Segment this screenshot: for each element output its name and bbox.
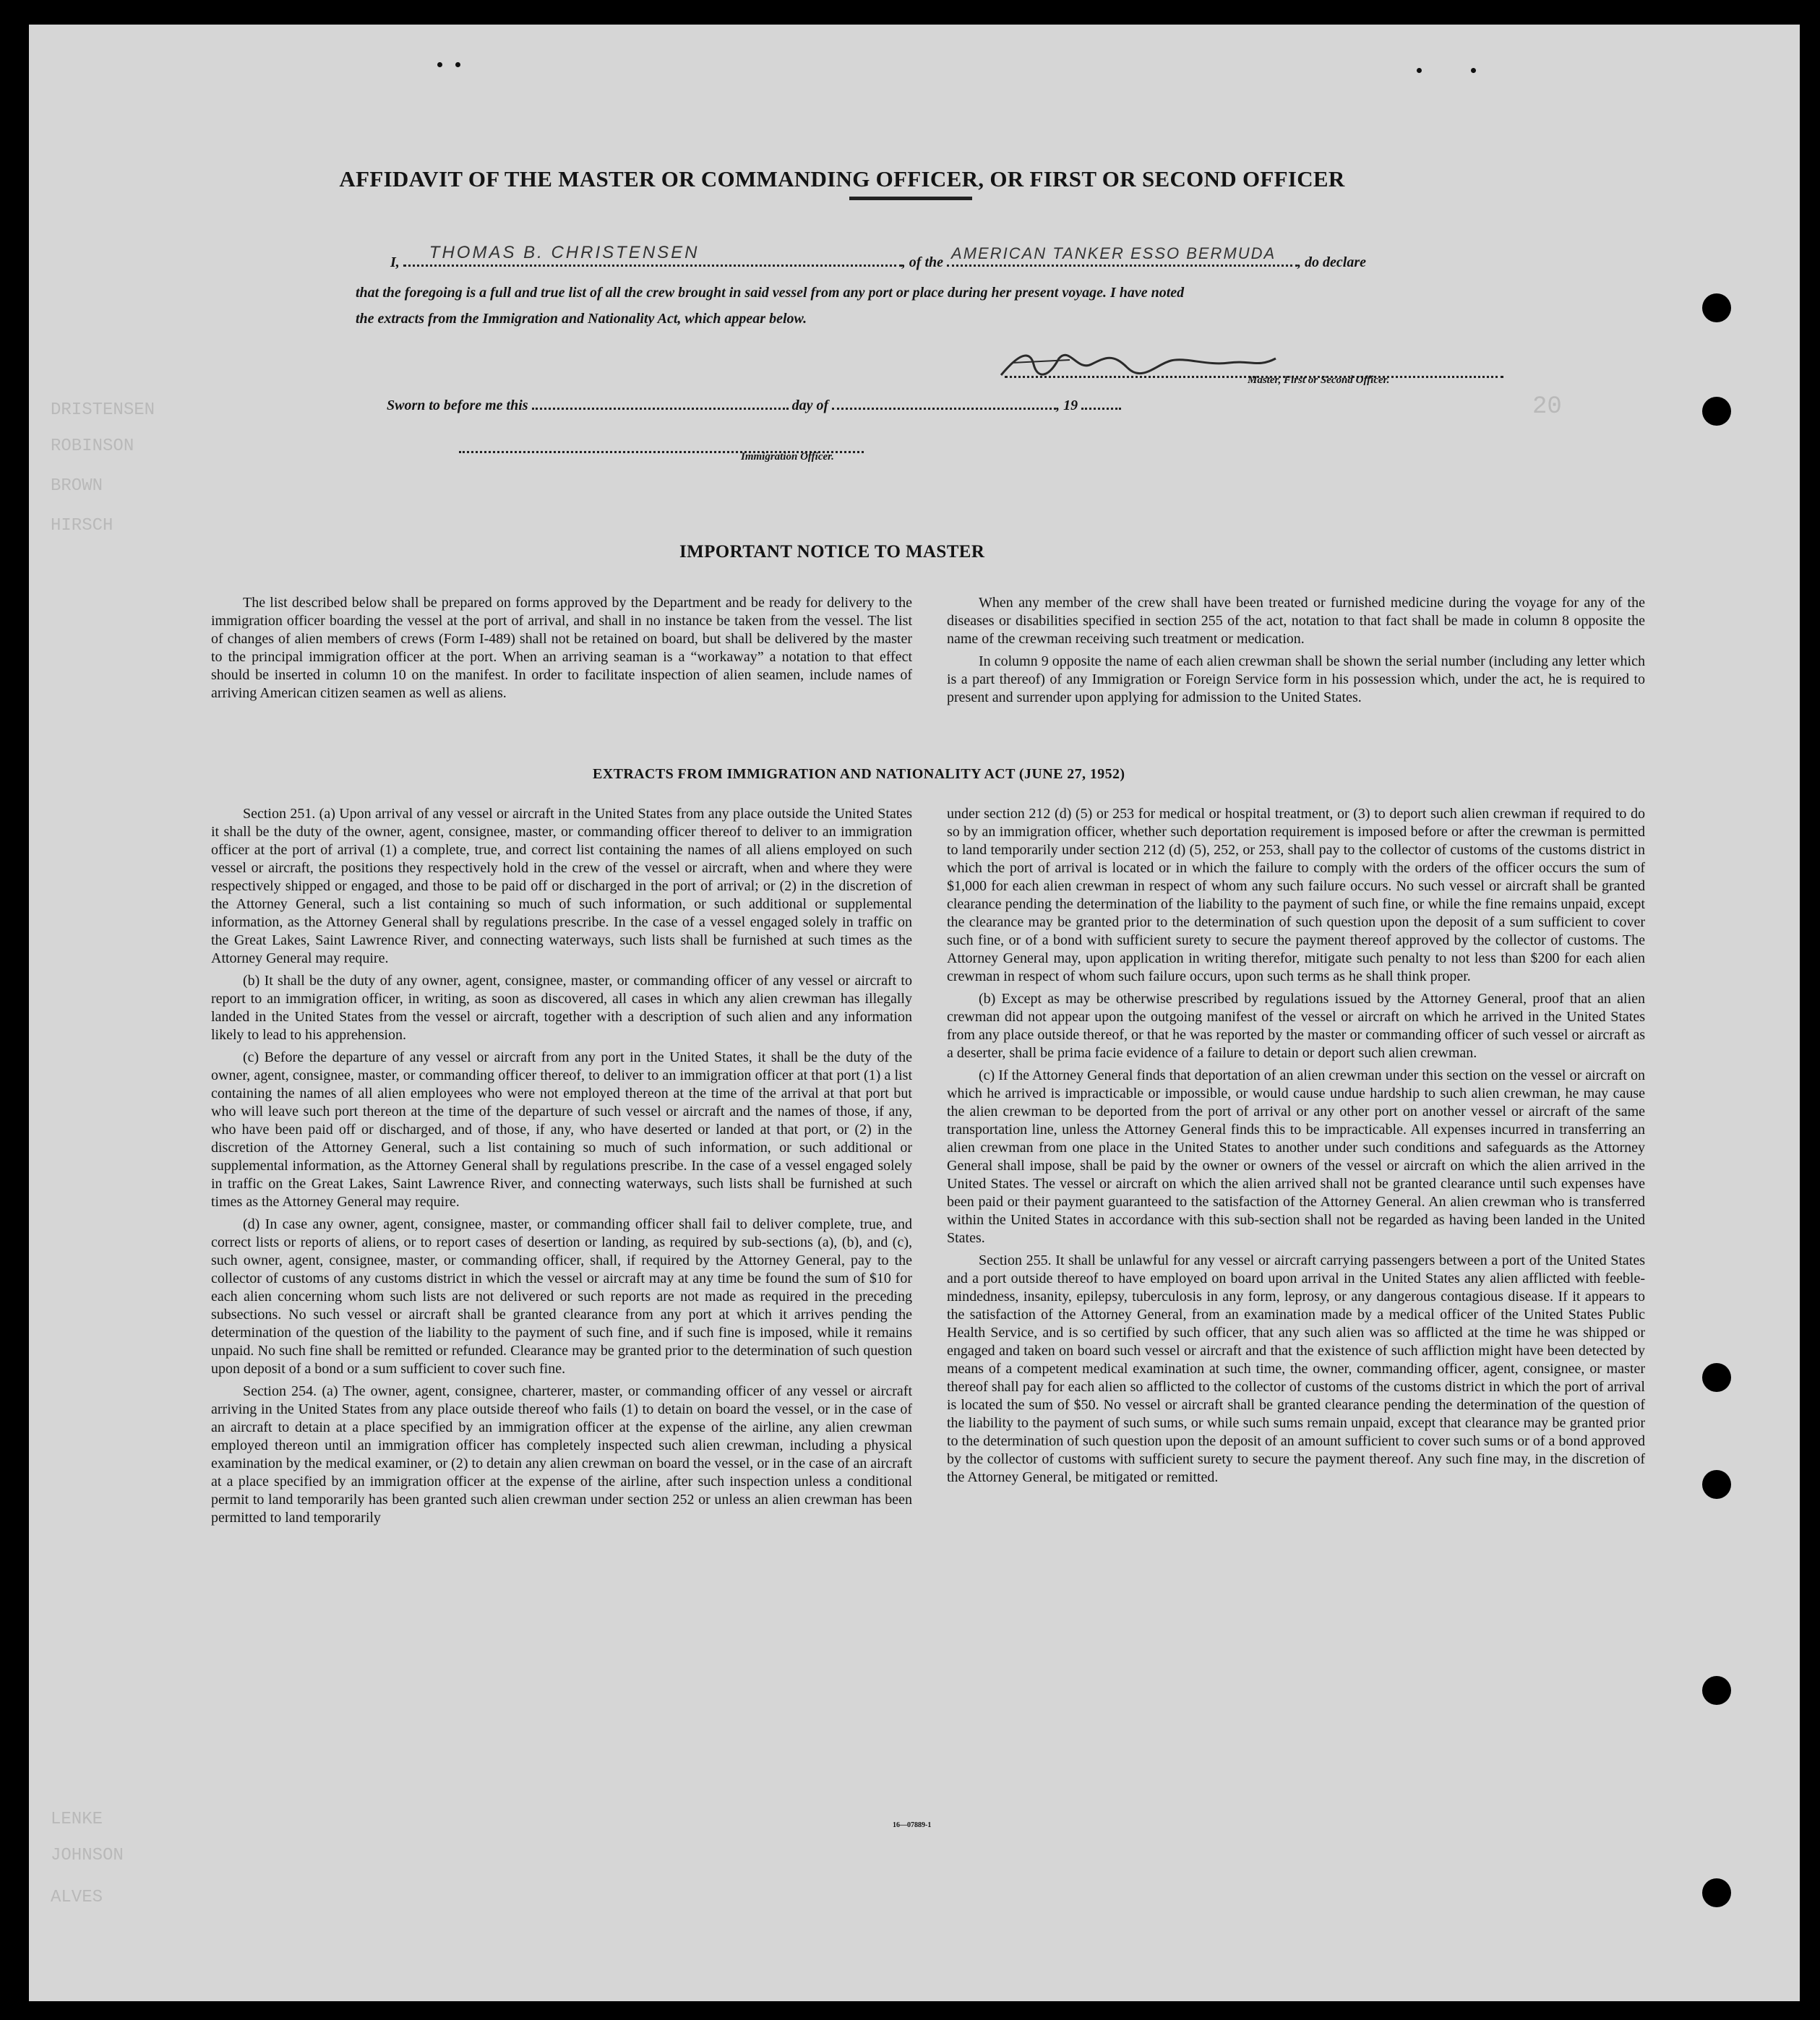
declare-prefix: I, (390, 254, 400, 270)
bleed-through-text: ROBINSON (51, 437, 134, 456)
bleed-through-text: 20 (1532, 393, 1562, 421)
punch-hole (1702, 1676, 1731, 1705)
extracts-right-column (947, 805, 1645, 1491)
punch-hole (1702, 1878, 1731, 1907)
bleed-through-text: DRISTENSEN (51, 400, 155, 420)
vessel-name-handwritten: AMERICAN TANKER ESSO BERMUDA (951, 244, 1276, 262)
extract-paragraph: (c) If the Attorney General finds that deportation of an alien crewman under this section on the vessel or aircraft on which he arrived is impracticable or impossible, or would cause undue hardship to such alien crewman, he may cause the alien crewman to be deported from the port of arrival or any other port on another vessel or aircraft of the same transportation line, unless the Attorney General finds this to be impracticable. All expenses incurred in transferring an alien crewman from one place in the United States to another under such conditions and safeguards as the Attorney General shall impose, shall be paid by the owner or owners of the vessel or aircraft on which the alien arrived in the United States. The vessel or aircraft on which the alien arrived shall not be granted clearance until such expenses have been paid or their payment guaranteed to the satisfaction of the Attorney General. An alien crewman who is transferred within the United States in accordance with this sub-section shall not be regarded as having been landed in the United States. (947, 1067, 1645, 1246)
sworn-line (387, 397, 1121, 414)
scan-speck (437, 62, 442, 67)
bleed-through-text: LENKE (51, 1810, 103, 1829)
signature-caption: Master, First or Second Officer. (1248, 374, 1390, 386)
punch-hole (1702, 293, 1731, 322)
declaration-text-1: that the foregoing is a full and true list of all the crew brought in said vessel from any port or place during her present voyage. I have noted (356, 285, 1185, 301)
bleed-through-text: HIRSCH (51, 516, 113, 536)
notice-right-column (947, 594, 1645, 711)
extracts-left-column (211, 805, 912, 1531)
scan-speck (455, 62, 460, 67)
sworn-month-field (832, 408, 1056, 410)
officer-caption: Immigration Officer. (741, 451, 834, 463)
extract-paragraph: (c) Before the departure of any vessel or aircraft from any port in the United States, it shall be the duty of the owner, agent, consignee, master, or commanding officer thereof, to deliver to an immigration officer at that port (1) a list containing the names of all alien employees who were not employed thereon at the time of the arrival at that port but who will leave such port thereon at the time of the departure of such vessel or aircraft and the names of those, if any, who have been paid off or discharged, and of those, if any, who have deserted or landed at that port, or (2) in the discretion of the Attorney General, such a list containing so much of such information, or such additional or supplemental information, as the Attorney General shall by regulations prescribe. In the case of a vessel engaged solely in traffic on the Great Lakes, Saint Lawrence River, and connecting waterways, such lists shall be furnished at such times as the Attorney General may require. (211, 1049, 912, 1210)
extract-paragraph: (d) In case any owner, agent, consignee, master, or commanding officer shall fail to deliver complete, true, and correct lists or reports of aliens, or to report cases of desertion or landing, as required by sub-sections (a), (b), and (c), such owner, agent, consignee, master, or commanding officer, shall, if required by the Attorney General, pay to the collector of customs of any customs district in which the vessel or aircraft may at any time be found the sum of $10 for each alien concerning whom such lists are not delivered or such reports are not made as required in the preceding subsections. No such vessel or aircraft shall be granted clearance from any port at which it arrives pending the determination of the question of the liability to the payment of such fine, and if such fine is imposed, while it remains unpaid. No such fine shall be remitted or refunded. Clearance may be granted prior to the determination of such question upon deposit of a bond or a sum sufficient to cover such fine. (211, 1216, 912, 1377)
extract-paragraph: (b) Except as may be otherwise prescribed by regulations issued by the Attorney General, proof that an alien crewman did not appear upon the outgoing manifest of the vessel or aircraft on which he arrived in the United States from any place outside thereof, or that he was reported by the master or commanding officer of such vessel or aircraft as a deserter, shall be prima facie evidence of a failure to detain or deport such alien crewman. (947, 991, 1645, 1061)
notice-left-paragraph: The list described below shall be prepared on forms approved by the Department and be ready for delivery to the immigration officer boarding the vessel at the port of arrival, and shall in no instance be taken from the vessel. The list of changes of alien members of crews (Form I-489) shall not be retained on board, but shall be delivered by the master to the principal immigration officer at the port. When an arriving seaman is a “workaway” a notation to that effect should be inserted in column 10 on the manifest. In order to facilitate inspection of alien seamen, include names of arriving American citizen seamen as well as aliens. (211, 595, 912, 701)
punch-hole (1702, 1363, 1731, 1392)
extract-paragraph: (b) It shall be the duty of any owner, agent, consignee, master, or commanding officer of any vessel or aircraft to report to an immigration officer, in writing, as soon as discovered, all cases in which any alien crewman has illegally landed in the United States from the vessel or aircraft, together with a description of such alien and any information likely to lead to his apprehension. (211, 973, 912, 1043)
declaration-line (390, 243, 1366, 271)
extract-paragraph: Section 254. (a) The owner, agent, consignee, charterer, master, or commanding officer of any vessel or aircraft arriving in the United States from any place outside thereof who fails (1) to detain on board the vessel, or in the case of an aircraft to detain at a place specified by an immigration officer at the expense of the airline, any alien crewman employed thereon until an immigration officer has completely inspected such alien crewman, including a physical examination by the medical examiner, or (2) to detain any alien crewman on board the vessel, or in the case of an aircraft at a place specified by an immigration officer at the expense of the airline, after such inspection unless a conditional permit to land temporarily has been granted such alien crewman under section 252 or unless an alien crewman has been permitted to land temporarily (211, 1383, 912, 1526)
punch-hole (1702, 1470, 1731, 1499)
notice-right-paragraph-1: When any member of the crew shall have been treated or furnished medicine during the voyage for any of the diseases or disabilities specified in section 255 of the act, notation to that fact shall be made in column 8 opposite the name of the crewman receiving such treatment or medication. (947, 595, 1645, 647)
bleed-through-text: BROWN (51, 476, 103, 496)
sworn-year-field (1081, 408, 1121, 410)
scan-speck (1417, 68, 1422, 73)
bleed-through-text: JOHNSON (51, 1846, 124, 1865)
affidavit-title: AFFIDAVIT OF THE MASTER OR COMMANDING OFFICER, OR FIRST OR SECOND OFFICER (339, 166, 1345, 192)
scan-speck (1471, 68, 1476, 73)
extract-paragraph: Section 255. It shall be unlawful for any vessel or aircraft carrying passengers between a port of the United States and a port outside thereof to have employed on board upon arrival in the United States any alien afflicted with feeble-mindedness, insanity, epilepsy, tuberculosis in any form, leprosy, or any dangerous contagious disease. If it appears to the satisfaction of the Attorney General, from an examination made by a medical officer of the United States Public Health Service, and is so certified by such officer, that any such alien was so afflicted at the time he was shipped or engaged and taken on board such vessel or aircraft and that the existence of such affliction might have been detected by means of a competent medical examination at such time, the owner, commanding officer, agent, consignee, or master thereof shall pay for each alien so afflicted to the collector of customs of the customs district in which the port of arrival is located the sum of $50. No vessel or aircraft shall be granted clearance pending the determination of the question of the liability to the payment of such sums, or while such sums remain unpaid, except that clearance may be granted prior to the determination of such question upon the deposit of an amount sufficient to cover such sums or of a bond approved by the collector of customs with sufficient surety to secure the payment thereof. Any such fine may, in the discretion of the Attorney General, be mitigated or remitted. (947, 1252, 1645, 1485)
year-prefix: , 19 (1056, 397, 1078, 413)
document-page (29, 25, 1800, 2001)
extract-paragraph: under section 212 (d) (5) or 253 for medical or hospital treatment, or (3) to deport such alien crewman if required to do so by an immigration officer, whether such deportation requirement is imposed before or after the crewman is permitted to land temporarily under section 212 (d) (5), 252, or 253, shall pay to the collector of customs of the customs district in which the port of arrival is located or in which the failure to comply with the orders of the officer occurs the sum of $1,000 for each alien crewman in respect of whom any such failure occurs. No such vessel or aircraft shall be granted clearance pending the determination of the liability to the payment of such fine, or while the fine remains unpaid, except the clearance may be granted prior to the determination of such question upon the deposit of a sum sufficient to cover such fine, or of a bond with sufficient surety to secure the payment thereof approved by the collector of customs. The Attorney General may, upon application in writing therefor, mitigate such penalty to not less than $200 for each alien crewman in respect of whom such failure occurs, upon such terms as he shall think proper. (947, 806, 1645, 984)
notice-left-column (211, 594, 912, 707)
declaration-text-2: the extracts from the Immigration and Nationality Act, which appear below. (356, 311, 807, 327)
title-underline (849, 197, 972, 200)
extracts-title: EXTRACTS FROM IMMIGRATION AND NATIONALITY ACT (JUNE 27, 1952) (593, 766, 1125, 782)
notice-right-paragraph-2: In column 9 opposite the name of each alien crewman shall be shown the serial number (including any letter which is a part thereof) of any Immigration or Foreign Service form in his possession which, under the act, he is required to present and surrender upon applying for admission to the United States. (947, 653, 1645, 705)
punch-hole (1702, 397, 1731, 426)
vessel-name-field (947, 244, 1297, 267)
master-name-handwritten: THOMAS B. CHRISTENSEN (429, 243, 700, 262)
bleed-through-text: ALVES (51, 1888, 103, 1907)
day-of-label: day of (791, 397, 829, 413)
notice-title: IMPORTANT NOTICE TO MASTER (679, 542, 985, 562)
declare-suffix: , do declare (1297, 254, 1366, 270)
sworn-day-field (532, 408, 789, 410)
sworn-label: Sworn to before me this (387, 397, 528, 413)
of-the-label: , of the (901, 254, 944, 270)
extract-paragraph: Section 251. (a) Upon arrival of any vessel or aircraft in the United States from any place outside the United States it shall be the duty of the owner, agent, consignee, master, or commanding officer thereof to deliver to an immigration officer at the port of arrival (1) a complete, true, and correct list containing the names of all aliens employed on such vessel or aircraft, the positions they respectively hold in the crew of the vessel or aircraft, when and where they were respectively shipped or engaged, and those to be paid off or discharged in the port of arrival; or (2) in the discretion of the Attorney General, such a list containing so much of such information, or such additional or supplemental information, as the Attorney General shall by regulations prescribe. In the case of a vessel engaged solely in traffic on the Great Lakes, Saint Lawrence River, and connecting waterways, such lists shall be furnished at such times as the Attorney General may require. (211, 806, 912, 966)
form-code: 16—07889-1 (893, 1821, 932, 1829)
master-name-field (403, 243, 902, 267)
